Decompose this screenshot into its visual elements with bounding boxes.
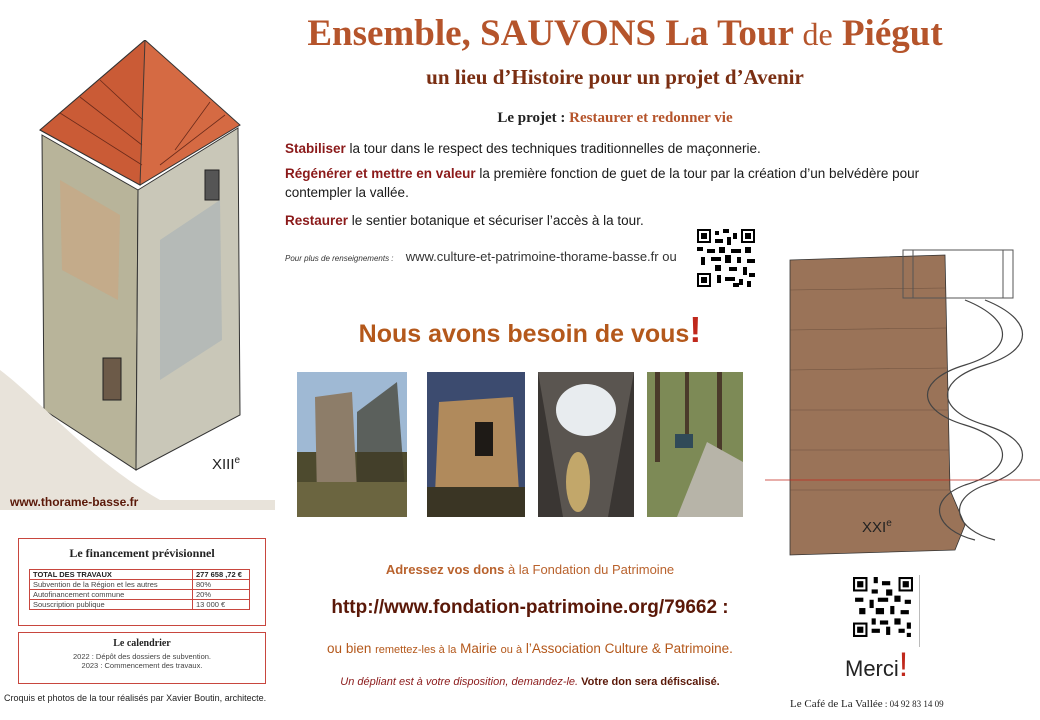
financing-box <box>18 538 266 626</box>
besoin-mark: ! <box>689 309 702 350</box>
cafe-phone: : 04 92 83 14 09 <box>882 699 944 709</box>
calendar-title: Le calendrier <box>113 638 171 649</box>
dons-bold: Adressez vos dons <box>385 562 505 577</box>
page-title <box>300 12 950 55</box>
info-label: Pour plus de renseignements : <box>285 254 396 263</box>
financing-title: Le financement prévisionnel <box>69 546 215 560</box>
tower-sketch-13th-century <box>0 40 275 510</box>
century-sup: e <box>234 455 241 466</box>
para-text: le sentier botanique et sécuriser l’accès à la tour. <box>348 213 644 228</box>
photo-botanical-path <box>647 372 743 517</box>
para-bold: Stabiliser <box>285 141 346 156</box>
table-row <box>30 590 250 600</box>
thank-you <box>845 646 908 685</box>
table-row <box>30 570 250 580</box>
dons-text: à la Fondation du Patrimoine <box>504 562 675 577</box>
alternative-donation <box>290 641 770 656</box>
financing-table <box>29 569 250 610</box>
cell: 13 000 € <box>193 600 250 610</box>
cell: 277 658 ,72 € <box>193 570 250 580</box>
photo-tower-doorway <box>427 372 525 517</box>
photo-tower-exterior <box>297 372 407 517</box>
table-row <box>30 600 250 610</box>
calendar-line: 2023 : Commencement des travaux. <box>81 661 203 670</box>
depliant-text: Un dépliant est à votre disposition, demandez-le. <box>340 676 579 688</box>
ou-text: l’Association Culture & Patrimoine. <box>522 641 733 656</box>
cafe-contact <box>790 698 944 710</box>
ou-text: Mairie <box>456 641 501 656</box>
title-part: La Tour <box>656 13 803 54</box>
ou-text: ou à <box>500 644 523 656</box>
century-text: XIII <box>212 456 235 473</box>
cell: Subvention de la Région et les autres <box>30 580 193 590</box>
century-label-right <box>862 518 892 536</box>
cell: TOTAL DES TRAVAUX <box>30 570 193 580</box>
ou-text: remettez-les à la <box>375 644 457 656</box>
info-url-link[interactable]: www.culture-et-patrimoine-thorame-basse.fr <box>405 249 659 264</box>
century-sup: e <box>886 518 892 529</box>
donation-url-link[interactable]: http://www.fondation-patrimoine.org/79662 : <box>331 597 729 618</box>
ou-text: ou bien <box>327 641 376 656</box>
depliant-bold: Votre don sera défiscalisé. <box>578 676 720 688</box>
info-ou: ou <box>658 249 677 264</box>
merci-text: Merci <box>845 656 899 681</box>
calendar-line: 2022 : Dépôt des dossiers de subvention. <box>72 652 211 661</box>
call-to-action-heading <box>300 309 760 351</box>
title-part: Ensemble, <box>307 13 481 54</box>
title-part: Piégut <box>832 13 943 54</box>
donation-heading <box>300 562 760 577</box>
credit-line: Croquis et photos de la tour réalisés par Xavier Boutin, architecte. <box>4 693 267 703</box>
title-part: de <box>802 16 833 52</box>
tower-sketch-21st-century <box>765 240 1040 560</box>
projet-value: Restaurer et redonner vie <box>569 110 733 126</box>
cell: Autofinancement commune <box>30 590 193 600</box>
para-text: la première fonction de guet de la tour par la création d’un belvédère pour contempler la vallée. <box>285 166 920 200</box>
projet-label: Le projet : <box>497 110 570 126</box>
century-text: XXI <box>862 519 887 536</box>
paragraph-stabiliser <box>285 139 975 158</box>
calendar-box <box>18 632 266 684</box>
cell: 20% <box>193 590 250 600</box>
projet-heading <box>300 110 930 127</box>
table-row <box>30 580 250 590</box>
besoin-text: Nous avons besoin de vous <box>358 320 690 348</box>
qr-code-icon[interactable] <box>697 229 755 287</box>
brochure-note <box>290 676 770 688</box>
website-label[interactable]: www.thorame-basse.fr <box>10 495 139 509</box>
cell: 80% <box>193 580 250 590</box>
century-label-left <box>212 455 240 473</box>
photo-tower-interior <box>538 372 634 517</box>
title-part: SAUVONS <box>480 13 657 54</box>
para-bold: Régénérer et mettre en valeur <box>285 166 476 181</box>
cafe-name: Le Café de La Vallée <box>790 698 883 710</box>
para-text: la tour dans le respect des techniques traditionnelles de maçonnerie. <box>345 141 761 156</box>
paragraph-regenerer <box>285 164 975 202</box>
subtitle: un lieu d’Histoire pour un projet d’Avenir <box>426 65 804 89</box>
merci-mark: ! <box>898 646 909 684</box>
paragraph-restaurer <box>285 211 975 230</box>
info-line <box>285 249 677 264</box>
qr-code-icon[interactable] <box>853 577 913 637</box>
para-bold: Restaurer <box>285 213 349 228</box>
divider <box>919 575 920 647</box>
cell: Souscription publique <box>30 600 193 610</box>
